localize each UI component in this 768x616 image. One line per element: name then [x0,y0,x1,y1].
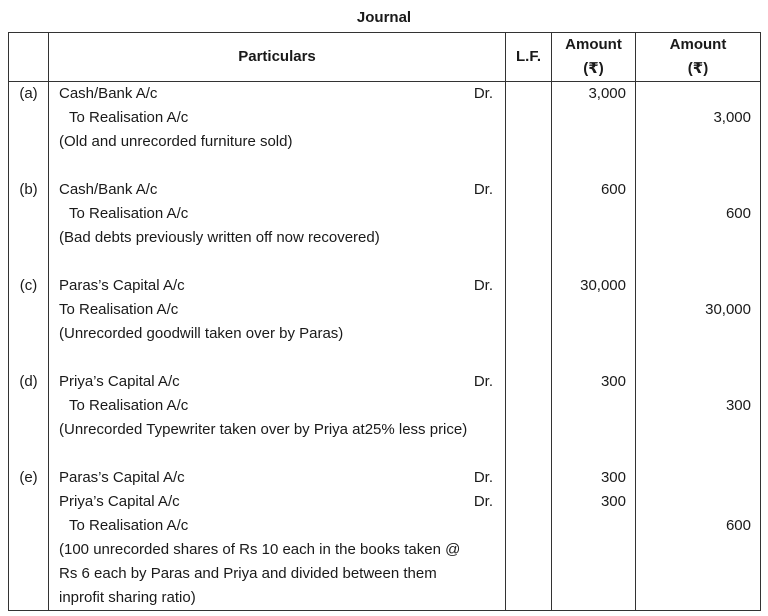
debit-amount: 300 [600,493,626,510]
header-label-cell [9,33,49,82]
debit-amount [552,586,635,610]
debit-amount: 300 [600,469,626,486]
entry-credit [636,178,761,250]
spacer-cell [552,346,636,370]
journal-entry-row [9,82,761,155]
header-amount-debit-line2: (₹) [583,60,604,77]
credit-amount [636,466,760,490]
particulars-line [49,370,505,394]
particulars-line [49,562,505,586]
debit-amount [552,106,635,130]
entry-debit [552,274,636,346]
spacer-cell [506,346,552,370]
particulars-line [49,130,505,154]
spacer-cell [552,250,636,274]
debit-amount: 300 [600,373,626,390]
particulars-text: (100 unrecorded shares of Rs 10 each in the books taken @ [59,541,461,558]
entry-debit [552,466,636,611]
entry-label [9,274,49,346]
spacer-cell [552,154,636,178]
particulars-text: To Realisation A/c [69,205,189,222]
entry-label [9,466,49,611]
particulars-text: (Unrecorded Typewriter taken over by Priya at25% less price) [59,421,468,438]
entry-credit [636,370,761,442]
spacer-cell [49,154,506,178]
credit-amount: 600 [725,205,751,222]
debit-amount [552,394,635,418]
entry-spacer-row [9,250,761,274]
credit-amount: 600 [725,517,751,534]
entry-label [9,178,49,250]
debit-amount [552,298,635,322]
header-amount-debit [552,33,636,82]
particulars-text: Cash/Bank A/c [59,181,158,198]
entry-particulars [49,178,506,250]
particulars-line [49,466,505,490]
particulars-line [49,490,505,514]
particulars-line [49,538,505,562]
entry-debit [552,82,636,155]
entry-particulars [49,466,506,611]
debit-amount [552,514,635,538]
spacer-cell [9,250,49,274]
particulars-text: Cash/Bank A/c [59,85,158,102]
entry-particulars [49,274,506,346]
particulars-text: Priya’s Capital A/c [59,373,180,390]
particulars-line [49,322,505,346]
entry-lf [506,82,552,155]
particulars-line [49,202,505,226]
entry-particulars [49,82,506,155]
particulars-line [49,514,505,538]
entry-credit [636,466,761,611]
journal-entry-row [9,274,761,346]
debit-amount [552,418,635,442]
journal-title: Journal [356,9,412,26]
particulars-text: (Bad debts previously written off now recovered) [59,229,380,246]
journal-body [9,82,761,611]
particulars-text: To Realisation A/c [59,301,179,318]
dr-marker: Dr. [473,85,493,102]
dr-marker: Dr. [473,493,493,510]
credit-amount: 30,000 [705,301,751,318]
credit-amount [636,538,760,562]
entry-lf [506,370,552,442]
particulars-line [49,226,505,250]
entry-debit [552,178,636,250]
header-particulars: Particulars [49,33,506,82]
spacer-cell [9,154,49,178]
credit-amount [636,178,760,202]
entry-lf [506,178,552,250]
entry-label-text: (a) [19,85,38,102]
header-amount-credit [636,33,761,82]
debit-amount [552,130,635,154]
entry-lf [506,274,552,346]
entry-credit [636,274,761,346]
debit-amount: 3,000 [588,85,626,102]
particulars-text: To Realisation A/c [69,397,189,414]
entry-label-text: (c) [19,277,38,294]
particulars-text: Paras’s Capital A/c [59,277,185,294]
entry-label [9,82,49,155]
spacer-cell [552,442,636,466]
credit-amount [636,322,760,346]
header-lf: L.F. [506,33,552,82]
credit-amount: 3,000 [713,109,751,126]
journal-table [8,32,761,611]
credit-amount [636,130,760,154]
entry-spacer-row [9,442,761,466]
header-amount-credit-line2: (₹) [687,60,709,77]
credit-amount [636,586,760,610]
spacer-cell [9,346,49,370]
dr-marker: Dr. [473,469,493,486]
spacer-cell [49,250,506,274]
debit-amount [552,322,635,346]
particulars-text: To Realisation A/c [69,517,189,534]
spacer-cell [49,346,506,370]
header-amount-credit-line1: Amount [669,36,727,53]
particulars-text: (Unrecorded goodwill taken over by Paras) [59,325,344,342]
credit-amount [636,274,760,298]
particulars-text: To Realisation A/c [69,109,189,126]
spacer-cell [506,154,552,178]
particulars-text: Paras’s Capital A/c [59,469,185,486]
spacer-cell [636,346,761,370]
spacer-cell [636,250,761,274]
dr-marker: Dr. [473,373,493,390]
header-row [9,33,761,82]
particulars-text: (Old and unrecorded furniture sold) [59,133,293,150]
spacer-cell [636,154,761,178]
debit-amount: 600 [600,181,626,198]
debit-amount [552,226,635,250]
particulars-text: Rs 6 each by Paras and Priya and divided between them [59,565,437,582]
journal-entry-row [9,178,761,250]
particulars-line [49,106,505,130]
journal-entry-row [9,370,761,442]
spacer-cell [636,442,761,466]
debit-amount [552,202,635,226]
credit-amount [636,226,760,250]
entry-spacer-row [9,154,761,178]
credit-amount [636,562,760,586]
spacer-cell [506,442,552,466]
entry-label-text: (b) [19,181,38,198]
particulars-line [49,178,505,202]
particulars-line [49,274,505,298]
entry-spacer-row [9,346,761,370]
debit-amount [552,562,635,586]
entry-lf [506,466,552,611]
entry-particulars [49,370,506,442]
entry-debit [552,370,636,442]
entry-label-text: (d) [19,373,38,390]
entry-credit [636,82,761,155]
debit-amount: 30,000 [580,277,626,294]
spacer-cell [49,442,506,466]
dr-marker: Dr. [473,277,493,294]
spacer-cell [9,442,49,466]
particulars-line [49,82,505,106]
particulars-text: Priya’s Capital A/c [59,493,180,510]
header-amount-debit-line1: Amount [565,36,622,53]
particulars-line [49,298,505,322]
spacer-cell [506,250,552,274]
credit-amount [636,490,760,514]
particulars-line [49,418,505,442]
credit-amount: 300 [725,397,751,414]
dr-marker: Dr. [473,181,493,198]
credit-amount [636,418,760,442]
particulars-line [49,586,505,610]
entry-label-text: (e) [19,469,38,486]
particulars-text: inprofit sharing ratio) [59,589,196,606]
particulars-line [49,394,505,418]
credit-amount [636,370,760,394]
credit-amount [636,82,760,106]
entry-label [9,370,49,442]
debit-amount [552,538,635,562]
journal-entry-row [9,466,761,611]
